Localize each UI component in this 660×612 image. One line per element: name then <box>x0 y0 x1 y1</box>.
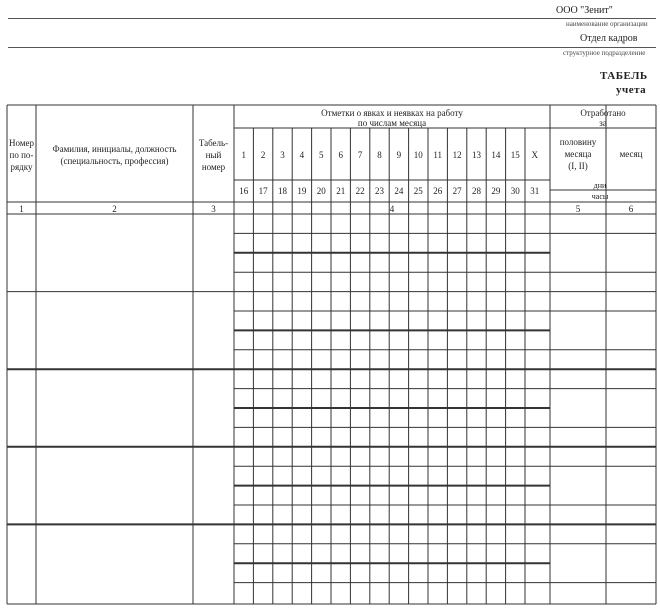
doc-title: ТАБЕЛЬ <box>600 70 648 82</box>
col-number-header: рядку <box>10 162 33 172</box>
marks-header: Отметки о явках и неявках на работу <box>321 108 463 118</box>
day-number: 25 <box>413 186 423 196</box>
day-number: 27 <box>452 186 462 196</box>
organization-caption: наименование организации <box>566 20 648 28</box>
day-number: 29 <box>491 186 501 196</box>
day-number: 26 <box>433 186 443 196</box>
day-number: 3 <box>280 150 285 160</box>
day-number: 2 <box>260 150 266 160</box>
col-number-header: Номер <box>8 138 35 148</box>
department-caption: структурное подразделение <box>563 49 646 57</box>
day-number: 28 <box>472 186 481 196</box>
half-month-header: (I, II) <box>568 161 588 171</box>
day-number: 20 <box>316 186 326 196</box>
day-number: 21 <box>336 186 346 196</box>
day-number: 31 <box>530 186 540 196</box>
column-index: 3 <box>211 204 216 214</box>
day-number: 1 <box>241 150 246 160</box>
day-number: 11 <box>433 150 443 160</box>
col-name-header: Фамилия, инициалы, должность <box>52 144 177 154</box>
day-number: 13 <box>472 150 481 160</box>
doc-subtitle: учета <box>616 84 647 96</box>
day-number: 9 <box>396 150 402 160</box>
day-number: 22 <box>355 186 365 196</box>
hours-label: часы <box>591 192 609 201</box>
half-month-header: месяца <box>564 149 592 159</box>
column-index: 1 <box>19 204 24 214</box>
col-tab-header: номер <box>201 162 226 172</box>
day-number: 23 <box>375 186 384 196</box>
worked-header: Отработано <box>580 108 626 118</box>
day-number: 16 <box>239 186 249 196</box>
day-number: 18 <box>278 186 287 196</box>
day-number: 10 <box>413 150 423 160</box>
month-header: месяц <box>619 149 643 159</box>
day-number: 17 <box>258 186 268 196</box>
day-number: 5 <box>319 150 324 160</box>
days-label: дни <box>593 181 607 190</box>
column-index: 4 <box>389 204 395 214</box>
day-number: 19 <box>297 186 307 196</box>
day-number: 30 <box>510 186 520 196</box>
day-number: 8 <box>377 150 382 160</box>
day-number: 15 <box>510 150 520 160</box>
day-number: 4 <box>299 150 305 160</box>
day-number: Х <box>531 150 538 160</box>
half-month-header: половину <box>559 137 597 147</box>
day-number: 6 <box>338 150 343 160</box>
day-number: 24 <box>394 186 404 196</box>
col-tab-header: Табель- <box>198 138 229 148</box>
worked-header: за <box>599 118 607 128</box>
col-name-header: (специальность, профессия) <box>60 156 169 166</box>
column-index: 2 <box>112 204 117 214</box>
day-number: 12 <box>452 150 462 160</box>
marks-header: по числам месяца <box>357 118 427 128</box>
organization-name: ООО "Зенит" <box>556 5 613 16</box>
day-number: 14 <box>491 150 501 160</box>
department-name: Отдел кадров <box>580 33 638 44</box>
column-index: 5 <box>575 204 581 214</box>
col-number-header: по по- <box>9 150 34 160</box>
column-index: 6 <box>628 204 634 214</box>
day-number: 7 <box>357 150 363 160</box>
col-tab-header: ный <box>205 150 222 160</box>
